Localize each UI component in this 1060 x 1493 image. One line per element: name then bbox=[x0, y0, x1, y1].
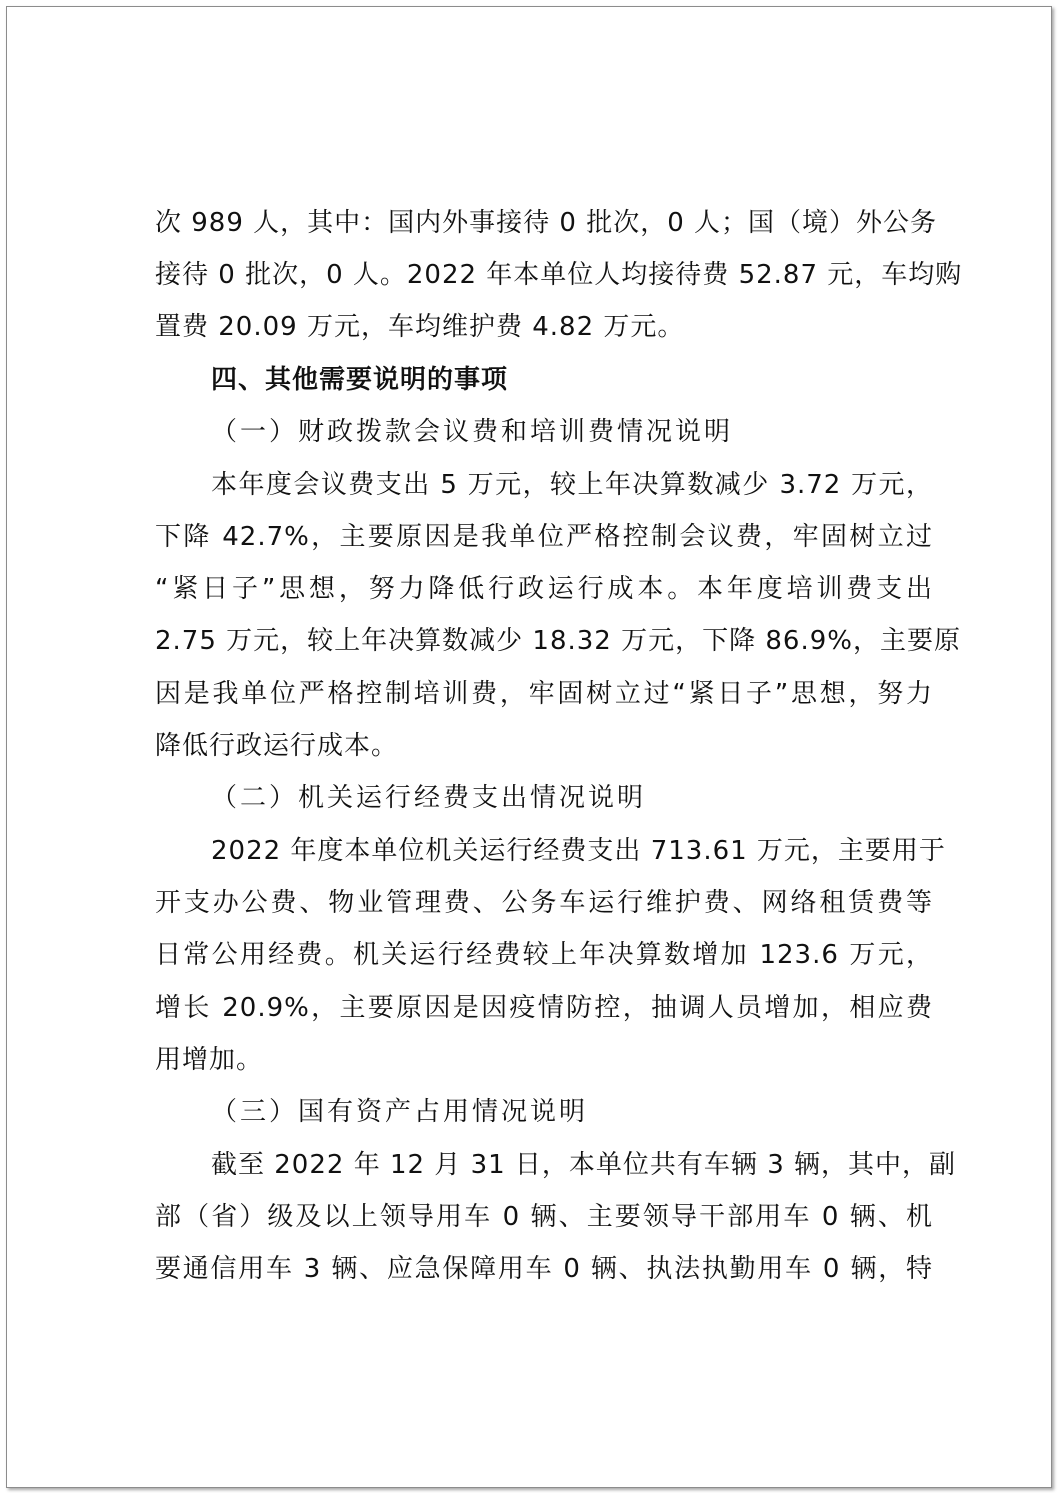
text-line: 开支办公费、物业管理费、公务车运行维护费、网络租赁费等 bbox=[155, 888, 933, 918]
text-line: 置费 20.09 万元，车均维护费 4.82 万元。 bbox=[155, 312, 685, 342]
subsection-heading: （三）国有资产占用情况说明 bbox=[211, 1097, 589, 1127]
text-line: 部（省）级及以上领导用车 0 辆、主要领导干部用车 0 辆、机 bbox=[155, 1202, 933, 1232]
document-page bbox=[6, 6, 1052, 1488]
text-line: 用增加。 bbox=[155, 1045, 264, 1075]
text-line: “紧日子”思想，努力降低行政运行成本。本年度培训费支出 bbox=[155, 574, 933, 604]
text-line: 次 989 人，其中：国内外事接待 0 批次，0 人；国（境）外公务 bbox=[155, 208, 938, 238]
text-line: 降低行政运行成本。 bbox=[155, 731, 399, 761]
text-line: 接待 0 批次，0 人。2022 年本单位人均接待费 52.87 元，车均购 bbox=[155, 260, 963, 290]
subsection-heading: （一）财政拨款会议费和培训费情况说明 bbox=[211, 417, 734, 447]
text-line: 下降 42.7%，主要原因是我单位严格控制会议费，牢固树立过 bbox=[155, 522, 933, 552]
subsection-heading: （二）机关运行经费支出情况说明 bbox=[211, 783, 647, 813]
text-line: 要通信用车 3 辆、应急保障用车 0 辆、执法执勤用车 0 辆，特 bbox=[155, 1254, 933, 1284]
text-line: 因是我单位严格控制培训费，牢固树立过“紧日子”思想，努力 bbox=[155, 679, 933, 709]
text-line: 截至 2022 年 12 月 31 日，本单位共有车辆 3 辆，其中，副 bbox=[211, 1150, 956, 1180]
text-line: 2022 年度本单位机关运行经费支出 713.61 万元，主要用于 bbox=[211, 836, 946, 866]
text-line: 日常公用经费。机关运行经费较上年决算数增加 123.6 万元， bbox=[155, 940, 933, 970]
text-line: 增长 20.9%，主要原因是因疫情防控，抽调人员增加，相应费 bbox=[155, 993, 933, 1023]
text-line: 本年度会议费支出 5 万元，较上年决算数减少 3.72 万元， bbox=[211, 470, 933, 500]
section-heading: 四、其他需要说明的事项 bbox=[211, 365, 509, 395]
text-line: 2.75 万元，较上年决算数减少 18.32 万元，下降 86.9%，主要原 bbox=[155, 626, 961, 656]
